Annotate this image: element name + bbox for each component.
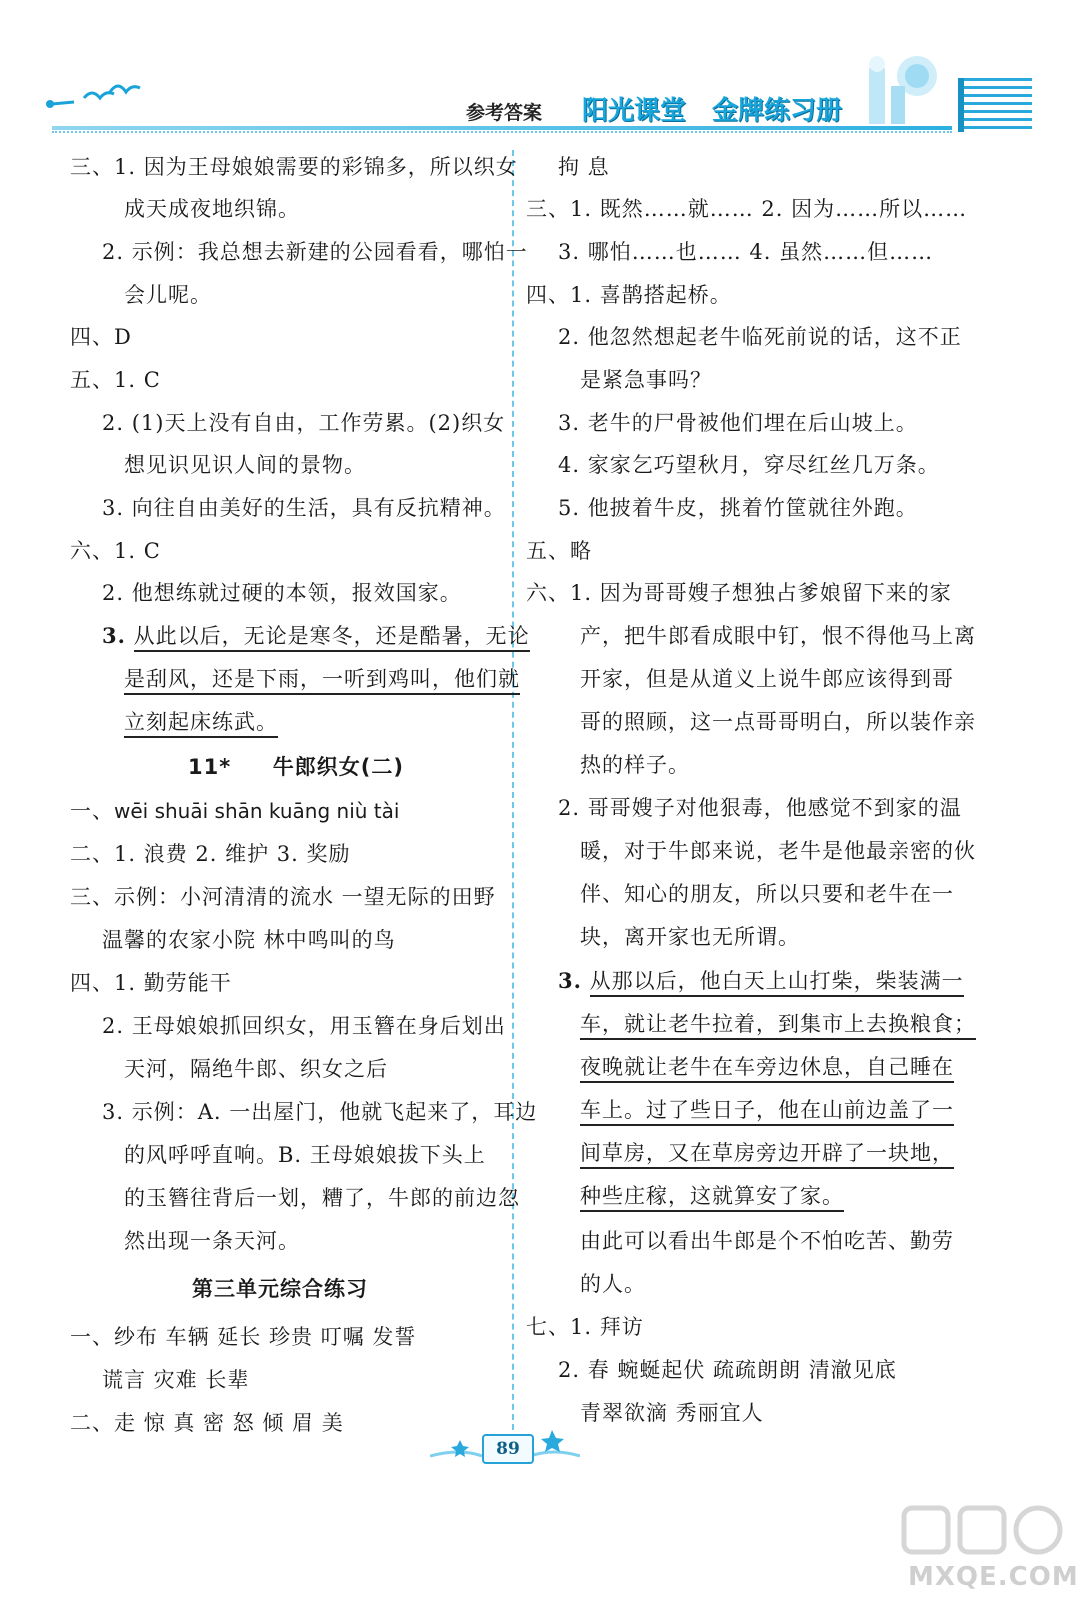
answer-line: 五、1. C	[70, 368, 161, 392]
answer-line: 暖，对于牛郎来说，老牛是他最亲密的伙	[580, 839, 976, 863]
answer-line: 三、1. 因为王母娘娘需要的彩锦多，所以织女	[70, 155, 518, 179]
answer-line	[558, 966, 964, 996]
brand-title-2: 金牌练习册	[712, 96, 843, 126]
underlined-text: 从那以后，他白天上山打柴，柴装满一	[590, 969, 964, 997]
answer-line: 热的样子。	[580, 753, 690, 777]
page-number: 89	[482, 1434, 534, 1464]
item-number: 3.	[558, 968, 582, 993]
answer-line: 块，离开家也无所谓。	[580, 925, 800, 949]
answer-line: 的玉簪往背后一划，糟了，牛郎的前边忽	[124, 1186, 520, 1210]
answer-line: 3. 老牛的尸骨被他们埋在后山坡上。	[558, 411, 918, 435]
answer-line: 一、纱布 车辆 延长 珍贵 叮嘱 发誓	[70, 1325, 417, 1349]
answer-line: 3. 向往自由美好的生活，具有反抗精神。	[102, 496, 506, 520]
answer-line: 2. (1)天上没有自由，工作劳累。(2)织女	[102, 411, 506, 435]
answer-line: 2. 他想练就过硬的本领，报效国家。	[102, 581, 462, 605]
answer-line: 哥的照顾，这一点哥哥明白，所以装作亲	[580, 710, 976, 734]
answer-line: 是紧急事吗？	[580, 368, 712, 392]
answer-line: 3. 哪怕……也…… 4. 虽然……但……	[558, 240, 934, 264]
answer-line: 六、1. 因为哥哥嫂子想独占爹娘留下来的家	[526, 581, 952, 605]
answer-line: 的人。	[580, 1272, 646, 1296]
item-number: 3.	[102, 623, 126, 648]
answer-line: 谎言 灾难 长辈	[102, 1368, 250, 1392]
answer-line: 2. 王母娘娘抓回织女，用玉簪在身后划出	[102, 1014, 506, 1038]
lighthouse-icon	[855, 46, 945, 126]
answer-line: 四、D	[70, 325, 132, 349]
answer-line: 拘 息	[558, 155, 610, 179]
answer-line: 会儿呢。	[124, 283, 212, 307]
answer-line	[580, 1052, 954, 1082]
lesson-number: 11*	[188, 755, 232, 779]
answer-line	[102, 621, 530, 651]
underlined-text: 从此以后，无论是寒冬，还是酷暑，无论	[134, 624, 530, 652]
answer-line: 2. 示例：我总想去新建的公园看看，哪怕一	[102, 240, 528, 264]
answer-line	[580, 1138, 954, 1168]
answer-line: 天河，隔绝牛郎、织女之后	[124, 1057, 388, 1081]
section-heading-unit-3: 第三单元综合练习	[192, 1277, 368, 1301]
underlined-text: 车，就让老牛拉着，到集市上去换粮食；	[580, 1012, 976, 1040]
answer-line: 产，把牛郎看成眼中钉，恨不得他马上离	[580, 624, 976, 648]
watermark-logo-icon	[900, 1500, 1070, 1560]
answer-line: 4. 家家乞巧望秋月，穿尽红丝几万条。	[558, 453, 940, 477]
answer-line: 2. 他忽然想起老牛临死前说的话，这不正	[558, 325, 962, 349]
header-stripe-box	[958, 78, 1032, 132]
answer-line	[580, 1181, 844, 1211]
answer-line: 5. 他披着牛皮，挑着竹筐就往外跑。	[558, 496, 918, 520]
answer-line: 开家，但是从道义上说牛郎应该得到哥	[580, 667, 954, 691]
seagulls-icon	[40, 78, 150, 118]
underlined-text: 立刻起床练武。	[124, 710, 278, 738]
answer-line: 四、1. 勤劳能干	[70, 971, 232, 995]
answer-line: 二、走 惊 真 密 怒 倾 眉 美	[70, 1411, 344, 1435]
answer-line: 四、1. 喜鹊搭起桥。	[526, 283, 732, 307]
header-dotted-rule	[52, 131, 952, 133]
answer-line: 3. 示例：A. 一出屋门，他就飞起来了，耳边	[102, 1100, 538, 1124]
answer-line: 温馨的农家小院 林中鸣叫的鸟	[102, 928, 396, 952]
answer-line: 五、略	[526, 539, 592, 563]
section-heading-lesson-11	[188, 752, 404, 782]
brand-title-1: 阳光课堂	[582, 96, 687, 126]
header-rule	[52, 126, 952, 130]
underlined-text: 夜晚就让老牛在车旁边休息，自己睡在	[580, 1055, 954, 1083]
answer-line: 青翠欲滴 秀丽宜人	[580, 1401, 764, 1425]
answer-line: 2. 哥哥嫂子对他狠毒，他感觉不到家的温	[558, 796, 962, 820]
line-lead: 一、	[70, 799, 114, 823]
answer-line: 七、1. 拜访	[526, 1315, 644, 1339]
underlined-text: 种些庄稼，这就算安了家。	[580, 1184, 844, 1212]
answer-key-label: 参考答案	[466, 102, 543, 124]
watermark-text: MXQE.COM	[908, 1562, 1079, 1592]
answer-line: 三、示例：小河清清的流水 一望无际的田野	[70, 885, 496, 909]
underlined-text: 车上。过了些日子，他在山前边盖了一	[580, 1098, 954, 1126]
answer-line	[124, 664, 520, 694]
answer-line: 的风呼呼直响。B. 王母娘娘拔下头上	[124, 1143, 486, 1167]
answer-line: 伴、知心的朋友，所以只要和老牛在一	[580, 882, 954, 906]
answer-line	[580, 1009, 976, 1039]
answer-line: 2. 春 蜿蜒起伏 疏疏朗朗 清澈见底	[558, 1358, 897, 1382]
answer-line: 三、1. 既然……就…… 2. 因为……所以……	[526, 197, 968, 221]
answer-line: 二、1. 浪费 2. 维护 3. 奖励	[70, 842, 351, 866]
answer-line	[70, 796, 399, 826]
answer-line: 六、1. C	[70, 539, 161, 563]
underlined-text: 是刮风，还是下雨，一听到鸡叫，他们就	[124, 667, 520, 695]
lesson-title: 牛郎织女(二)	[272, 755, 404, 779]
page-header	[0, 0, 1088, 140]
pinyin-answers: wēi shuāi shān kuāng niù tài	[114, 799, 400, 823]
answer-line: 成天成夜地织锦。	[124, 197, 300, 221]
answer-line: 想见识见识人间的景物。	[124, 453, 366, 477]
underlined-text: 间草房，又在草房旁边开辟了一块地，	[580, 1141, 954, 1169]
answer-line	[124, 707, 278, 737]
answer-line: 然出现一条天河。	[124, 1229, 300, 1253]
column-divider	[512, 150, 514, 1440]
answer-line: 由此可以看出牛郎是个不怕吃苦、勤劳	[580, 1229, 954, 1253]
answer-line	[580, 1095, 954, 1125]
